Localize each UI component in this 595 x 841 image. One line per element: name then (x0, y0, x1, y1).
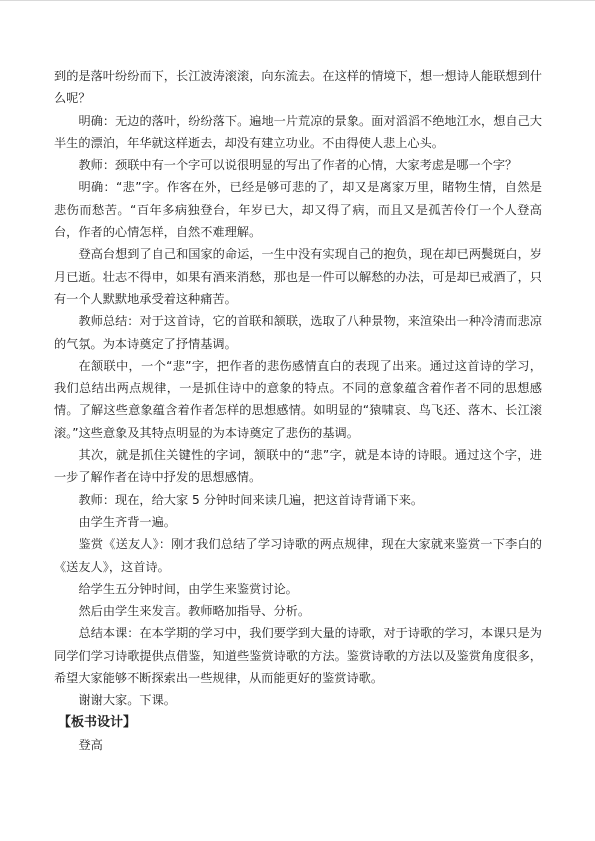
paragraph: 由学生齐背一遍。 (78, 514, 176, 529)
board-design-title: 登高 (78, 737, 103, 752)
paragraph: 教师：现在，给大家 5 分钟时间来读几遍，把这首诗背诵下来。 (78, 492, 424, 507)
paragraph: 到的是落叶纷纷而下，长江波涛滚滚，向东流去。在这样的情境下，想一想诗人能联想到什么呢？ (54, 69, 542, 106)
paragraph: 谢谢大家。下课。 (78, 693, 176, 708)
paragraph: 然后由学生来发言。教师略加指导、分析。 (78, 604, 311, 619)
paragraph: 总结本课：在本学期的学习中，我们要学到大量的诗歌，对于诗歌的学习，本课只是为同学们学习诗歌提供点借鉴，知道些鉴赏诗歌的方法。鉴赏诗歌的方法以及鉴赏角度很多，希望大家能够不断探索出一些规律，从而能更好的鉴赏诗歌。 (54, 626, 542, 686)
document-body (54, 65, 542, 756)
paragraph: 明确：无边的落叶，纷纷落下。遍地一片荒凉的景象。面对滔滔不绝地江水，想自己大半生的漂泊，年华就这样逝去，却没有建立功业。不由得使人悲上心头。 (54, 113, 542, 150)
paragraph: 在颔联中，一个“悲”字，把作者的悲伤感情直白的表现了出来。通过这首诗的学习，我们总结出两点规律，一是抓住诗中的意象的特点。不同的意象蕴含着作者不同的思想感情。了解这些意象蕴含着作者怎样的思想感情。如明显的“猿啸哀、鸟飞还、落木、长江滚滚。”这些意象及其特点明显的为本诗奠定了悲伤的基调。 (54, 358, 542, 440)
paragraph: 登高台想到了自己和国家的命运，一生中没有实现自己的抱负，现在却已两鬓斑白，岁月已逝。壮志不得申，如果有酒来消愁，那也是一件可以解愁的办法，可是却已戒酒了，只有一个人默默地承受着这种痛苦。 (54, 247, 542, 306)
header-rule (0, 0, 595, 1)
paragraph: 教师总结：对于这首诗，它的首联和颔联，选取了八种景物，来渲染出一种冷清而悲凉的气氛。为本诗奠定了抒情基调。 (54, 314, 542, 351)
paragraph: 给学生五分钟时间，由学生来鉴赏讨论。 (78, 581, 298, 596)
paragraph: 教师：颈联中有一个字可以说很明显的写出了作者的心情，大家考虑是哪一个字？ (78, 158, 518, 173)
section-heading: 【板书设计】 (58, 714, 137, 730)
paragraph: 其次，就是抓住关键性的字词，颔联中的“悲”字，就是本诗的诗眼。通过这个字，进一步了解作者在诗中抒发的思想感情。 (54, 448, 542, 485)
paragraph: 明确：“悲”字。作客在外，已经是够可悲的了，却又是离家万里，睹物生情，自然是悲伤而愁苦。“百年多病独登台，年岁已大，却又得了病，而且又是孤苦伶仃一个人登高台，作者的心情怎样，自然不难理解。 (54, 180, 542, 240)
paragraph: 鉴赏《送友人》：刚才我们总结了学习诗歌的两点规律，现在大家就来鉴赏一下李白的《送友人》，这首诗。 (54, 537, 542, 574)
